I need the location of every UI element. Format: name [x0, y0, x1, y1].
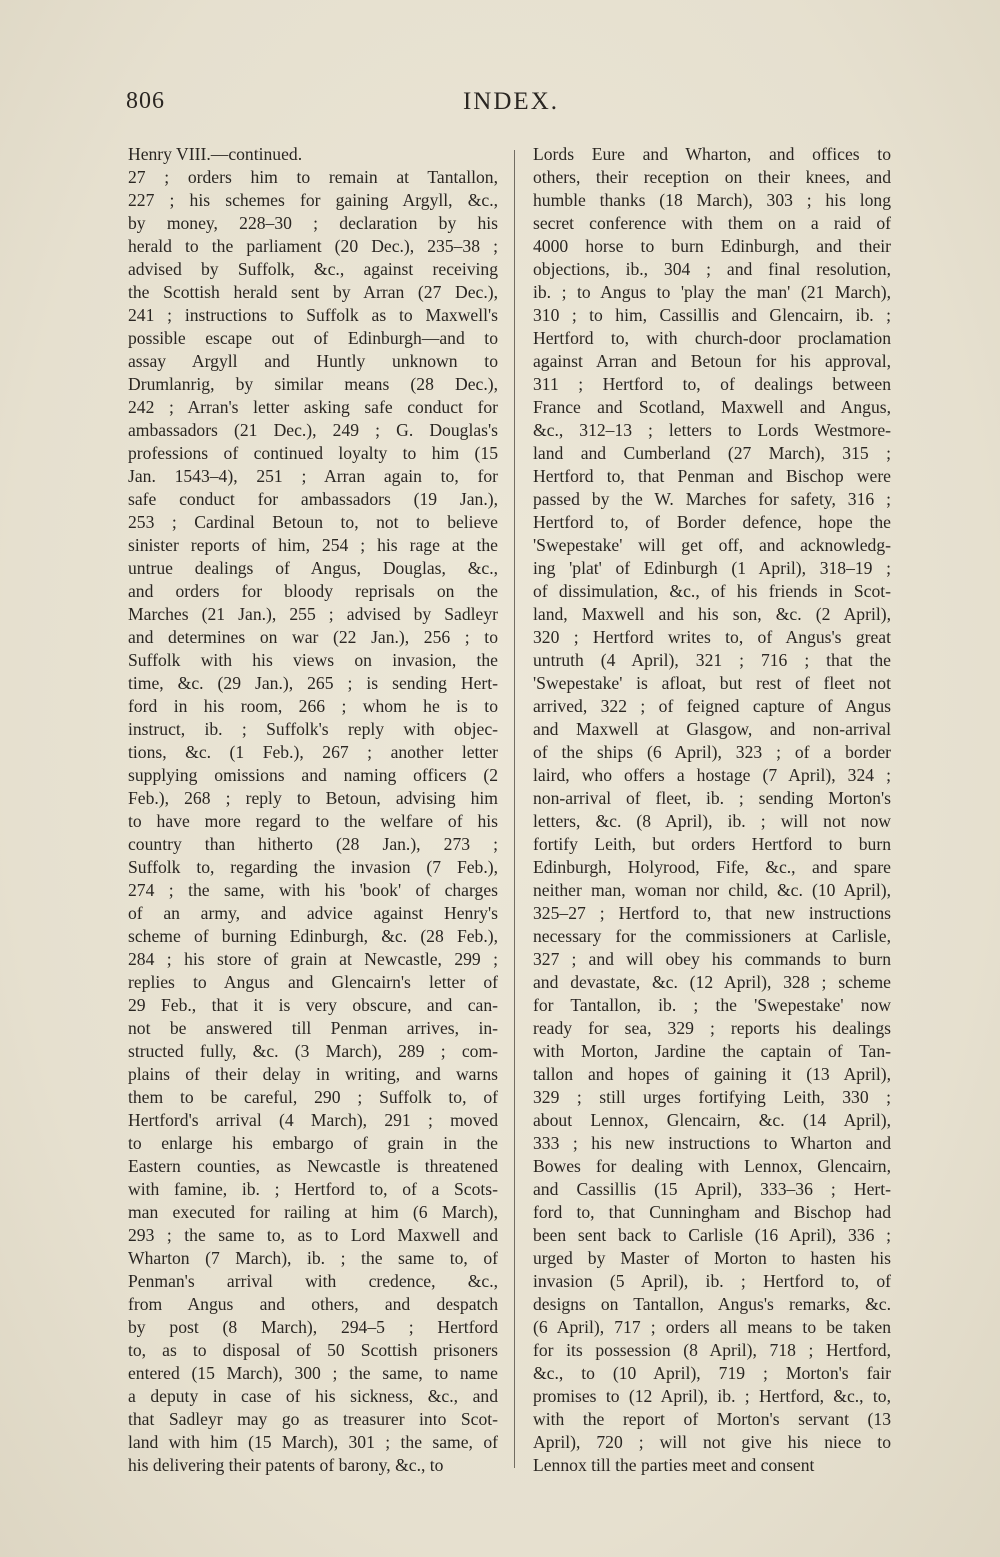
index-line: 'Swepestake' is afloat, but rest of fleet not — [533, 673, 891, 693]
index-line: that Sadleyr may go as treasurer into Scot- — [128, 1409, 498, 1429]
index-line: with famine, ib. ; Hertford to, of a Scots- — [128, 1179, 498, 1199]
index-line: to enlarge his embargo of grain in the — [128, 1133, 498, 1153]
index-line: them to be careful, 290 ; Suffolk to, of — [128, 1087, 498, 1107]
index-line: Edinburgh, Holyrood, Fife, &c., and spare — [533, 857, 891, 877]
index-line: his delivering their patents of barony, &c., to — [128, 1455, 444, 1475]
index-line: Suffolk with his views on invasion, the — [128, 650, 498, 670]
index-line: Henry VIII.—continued. — [128, 144, 303, 164]
index-line: 311 ; Hertford to, of dealings between — [533, 374, 891, 394]
index-line: neither man, woman nor child, &c. (10 April), — [533, 880, 891, 900]
index-line: with Morton, Jardine the captain of Tan- — [533, 1041, 891, 1061]
index-line: supplying omissions and naming officers (2 — [128, 765, 498, 785]
index-line: non-arrival of fleet, ib. ; sending Morton's — [533, 788, 891, 808]
index-line: Drumlanrig, by similar means (28 Dec.), — [128, 374, 498, 394]
index-line: Lords Eure and Wharton, and offices to — [533, 144, 891, 164]
index-line: humble thanks (18 March), 303 ; his long — [533, 190, 891, 210]
index-line: ambassadors (21 Dec.), 249 ; G. Douglas's — [128, 420, 498, 440]
index-line: Wharton (7 March), ib. ; the same to, of — [128, 1248, 498, 1268]
index-line: entered (15 March), 300 ; the same, to name — [128, 1363, 498, 1383]
index-line: France and Scotland, Maxwell and Angus, — [533, 397, 891, 417]
index-line: not be answered till Penman arrives, in- — [128, 1018, 498, 1038]
column-divider — [514, 150, 515, 1468]
page-header — [126, 88, 896, 128]
index-line: 320 ; Hertford writes to, of Angus's great — [533, 627, 891, 647]
index-line: ready for sea, 329 ; reports his dealings — [533, 1018, 891, 1038]
index-line: necessary for the commissioners at Carlisle, — [533, 926, 891, 946]
index-line: by post (8 March), 294–5 ; Hertford — [128, 1317, 498, 1337]
index-line: and Cassillis (15 April), 333–36 ; Hert- — [533, 1179, 891, 1199]
index-line: land with him (15 March), 301 ; the same, of — [128, 1432, 498, 1452]
index-line: to have more regard to the welfare of his — [128, 811, 498, 831]
index-line: Jan. 1543–4), 251 ; Arran again to, for — [128, 466, 498, 486]
index-line: Penman's arrival with credence, &c., — [128, 1271, 498, 1291]
index-line: safe conduct for ambassadors (19 Jan.), — [128, 489, 498, 509]
index-line: by money, 228–30 ; declaration by his — [128, 213, 498, 233]
index-line: Bowes for dealing with Lennox, Glencairn, — [533, 1156, 891, 1176]
index-line: promises to (12 April), ib. ; Hertford, &c., to, — [533, 1386, 891, 1406]
index-line: structed fully, &c. (3 March), 289 ; com- — [128, 1041, 498, 1061]
index-line: for Tantallon, ib. ; the 'Swepestake' now — [533, 995, 891, 1015]
index-column-right — [533, 143, 891, 1477]
index-line: fortify Leith, but orders Hertford to burn — [533, 834, 891, 854]
index-line: Hertford to, with church-door proclamation — [533, 328, 891, 348]
index-line: Marches (21 Jan.), 255 ; advised by Sadleyr — [128, 604, 498, 624]
index-line: with the report of Morton's servant (13 — [533, 1409, 891, 1429]
index-line: 242 ; Arran's letter asking safe conduct for — [128, 397, 498, 417]
index-line: and determines on war (22 Jan.), 256 ; to — [128, 627, 498, 647]
index-line: assay Argyll and Huntly unknown to — [128, 351, 498, 371]
index-line: 227 ; his schemes for gaining Argyll, &c., — [128, 190, 498, 210]
index-line: Hertford to, of Border defence, hope the — [533, 512, 891, 532]
index-line: 4000 horse to burn Edinburgh, and their — [533, 236, 891, 256]
index-line: letters, &c. (8 April), ib. ; will not now — [533, 811, 891, 831]
index-line: invasion (5 April), ib. ; Hertford to, of — [533, 1271, 891, 1291]
index-line: 253 ; Cardinal Betoun to, not to believe — [128, 512, 498, 532]
index-line: Feb.), 268 ; reply to Betoun, advising him — [128, 788, 498, 808]
index-line: ing 'plat' of Edinburgh (1 April), 318–19 ; — [533, 558, 891, 578]
index-line: 29 Feb., that it is very obscure, and can- — [128, 995, 498, 1015]
index-line: ford in his room, 266 ; whom he is to — [128, 696, 498, 716]
index-line: herald to the parliament (20 Dec.), 235–38 ; — [128, 236, 498, 256]
index-line: land, Maxwell and his son, &c. (2 April), — [533, 604, 891, 624]
index-line: instruct, ib. ; Suffolk's reply with objec- — [128, 719, 498, 739]
index-line: of an army, and advice against Henry's — [128, 903, 498, 923]
index-line: scheme of burning Edinburgh, &c. (28 Feb.), — [128, 926, 498, 946]
index-line: arrived, 322 ; of feigned capture of Angus — [533, 696, 891, 716]
index-line: urged by Master of Morton to hasten his — [533, 1248, 891, 1268]
index-line: ford to, that Cunningham and Bischop had — [533, 1202, 891, 1222]
index-line: 310 ; to him, Cassillis and Glencairn, ib. ; — [533, 305, 891, 325]
index-line: 325–27 ; Hertford to, that new instructions — [533, 903, 891, 923]
index-column-left — [128, 143, 498, 1477]
index-line: 284 ; his store of grain at Newcastle, 299 ; — [128, 949, 498, 969]
index-line: objections, ib., 304 ; and final resolution, — [533, 259, 891, 279]
index-line: others, their reception on their knees, and — [533, 167, 891, 187]
index-line: sinister reports of him, 254 ; his rage at the — [128, 535, 498, 555]
index-line: been sent back to Carlisle (16 April), 336 ; — [533, 1225, 891, 1245]
index-line: Eastern counties, as Newcastle is threatened — [128, 1156, 498, 1176]
index-line: advised by Suffolk, &c., against receiving — [128, 259, 498, 279]
index-line: and orders for bloody reprisals on the — [128, 581, 498, 601]
index-line: Hertford to, that Penman and Bischop were — [533, 466, 891, 486]
index-line: laird, who offers a hostage (7 April), 324 ; — [533, 765, 891, 785]
index-line: of the ships (6 April), 323 ; of a border — [533, 742, 891, 762]
index-line: plains of their delay in writing, and warns — [128, 1064, 498, 1084]
index-line: &c., to (10 April), 719 ; Morton's fair — [533, 1363, 891, 1383]
index-line: possible escape out of Edinburgh—and to — [128, 328, 498, 348]
index-line: 27 ; orders him to remain at Tantallon, — [128, 167, 498, 187]
index-line: about Lennox, Glencairn, &c. (14 April), — [533, 1110, 891, 1130]
page-number: 806 — [126, 88, 165, 114]
index-line: 274 ; the same, with his 'book' of charges — [128, 880, 498, 900]
index-line: against Arran and Betoun for his approval, — [533, 351, 891, 371]
index-line: Hertford's arrival (4 March), 291 ; moved — [128, 1110, 498, 1130]
index-line: of dissimulation, &c., of his friends in Scot- — [533, 581, 891, 601]
index-line: &c., 312–13 ; letters to Lords Westmore- — [533, 420, 891, 440]
index-line: man executed for railing at him (6 March), — [128, 1202, 498, 1222]
index-line: 327 ; and will obey his commands to burn — [533, 949, 891, 969]
index-line: 333 ; his new instructions to Wharton and — [533, 1133, 891, 1153]
index-line: 'Swepestake' will get off, and acknowledg- — [533, 535, 891, 555]
index-line: 241 ; instructions to Suffolk as to Maxwell's — [128, 305, 498, 325]
index-line: 329 ; still urges fortifying Leith, 330 ; — [533, 1087, 891, 1107]
index-line: ib. ; to Angus to 'play the man' (21 March), — [533, 282, 891, 302]
running-title: INDEX. — [462, 88, 559, 115]
index-line: professions of continued loyalty to him (15 — [128, 443, 498, 463]
index-line: passed by the W. Marches for safety, 316 ; — [533, 489, 891, 509]
index-line: (6 April), 717 ; orders all means to be taken — [533, 1317, 891, 1337]
index-line: for its possession (8 April), 718 ; Hertford, — [533, 1340, 891, 1360]
index-line: country than hitherto (28 Jan.), 273 ; — [128, 834, 498, 854]
index-line: a deputy in case of his sickness, &c., and — [128, 1386, 498, 1406]
index-line: secret conference with them on a raid of — [533, 213, 891, 233]
index-line: designs on Tantallon, Angus's remarks, &c. — [533, 1294, 891, 1314]
index-line: replies to Angus and Glencairn's letter of — [128, 972, 498, 992]
index-line: April), 720 ; will not give his niece to — [533, 1432, 891, 1452]
index-line: untruth (4 April), 321 ; 716 ; that the — [533, 650, 891, 670]
index-line: tallon and hopes of gaining it (13 April), — [533, 1064, 891, 1084]
index-line: 293 ; the same to, as to Lord Maxwell and — [128, 1225, 498, 1245]
index-line: the Scottish herald sent by Arran (27 Dec.), — [128, 282, 498, 302]
index-line: time, &c. (29 Jan.), 265 ; is sending Hert- — [128, 673, 498, 693]
index-line: land and Cumberland (27 March), 315 ; — [533, 443, 891, 463]
index-line: and Maxwell at Glasgow, and non-arrival — [533, 719, 891, 739]
index-line: untrue dealings of Angus, Douglas, &c., — [128, 558, 498, 578]
index-line: tions, &c. (1 Feb.), 267 ; another letter — [128, 742, 498, 762]
index-line: to, as to disposal of 50 Scottish prisoners — [128, 1340, 498, 1360]
index-line: and devastate, &c. (12 April), 328 ; scheme — [533, 972, 891, 992]
index-line: Lennox till the parties meet and consent — [533, 1455, 815, 1475]
index-line: Suffolk to, regarding the invasion (7 Feb.), — [128, 857, 498, 877]
index-line: from Angus and others, and despatch — [128, 1294, 498, 1314]
